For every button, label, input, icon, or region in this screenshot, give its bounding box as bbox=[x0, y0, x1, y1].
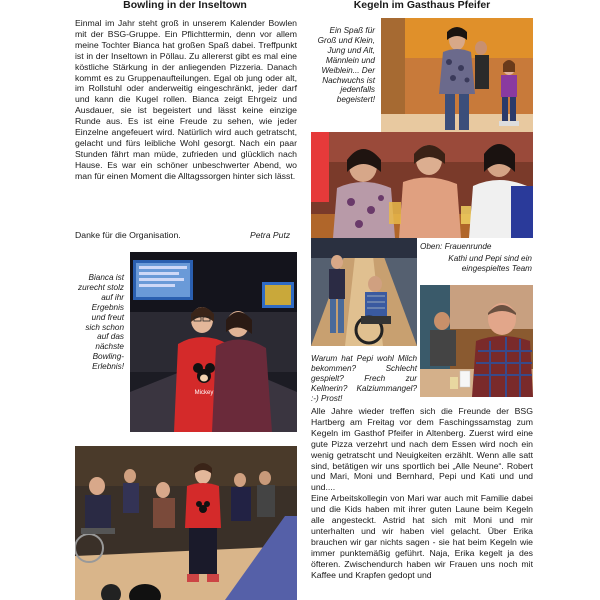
photo-bowling-group bbox=[75, 446, 297, 600]
left-article-body: Einmal im Jahr steht groß in unserem Kalender Bowlen mit der BSG-Gruppe. Ein Pflichttermin, denn vor allem meine Tochter Bianca hat großen Spaß dabei. Treffpunkt ist in der Inseltown in Pöllau. Zu allererst gibt es mal eine köstliche Stärkung in der anliegenden Pizzeria. Danach kommt es zu Gruppenaufteilungen. Egal ob jung oder alt, im Rollstuhl oder anderweitig eingeschränkt, jeder darf und kann die Kugel rollen. Bianca zeigt Ehrgeiz und Ausdauer, sie ist begeistert und lässt keine einzige Runde aus. Es ist eine Freude zu sehen, wie jeder Einzelne angefeuert wird. Natürlich wird auch getratscht, gelacht und fürs leibliche Wohl gesorgt. Nach ein paar Stunden fährt man müde, zufrieden und glücklich nach Hause. Es war ein schöner unbeschwerter Abend, wo man für einen Moment die Alltagssorgen hinter sich lässt. bbox=[75, 18, 297, 181]
caption-pepi-milch: Warum hat Pepi wohl Milch bekommen? Schlecht gespielt? Frech zur Kellnerin? Kalziummangel? :-) Prost! bbox=[311, 354, 417, 403]
caption-family: Ein Spaß für Groß und Klein, Jung und Alt, Männlein und Weiblein... Der Nachwuchs ist jedenfalls begeistert! bbox=[317, 26, 375, 105]
caption-kathi-pepi: Kathi und Pepi sind ein eingespieltes Team bbox=[448, 254, 532, 273]
svg-text:Mickey: Mickey bbox=[194, 390, 214, 396]
left-article-title: Bowling in der Inseltown bbox=[123, 0, 247, 11]
right-article-title: Kegeln im Gasthaus Pfeifer bbox=[353, 0, 491, 11]
photo-family-kegeln bbox=[381, 18, 533, 134]
left-article-author: Petra Putz bbox=[250, 230, 291, 240]
photo-bianca-bowling bbox=[130, 252, 297, 432]
caption-frauenrunde-label: Oben: Frauenrunde bbox=[420, 242, 492, 251]
right-article-body: Alle Jahre wieder treffen sich die Freunde der BSG Hartberg am Freitag vor dem Faschingssamstag zum Kegeln im Gasthof Pfeifer in Altenberg. Zuerst wird eine gute Pizza verzehrt und nach dem Essen wird noch ein wenig getratscht und Neuigkeiten erzählt. Wenn alle satt sind, betätigen wir uns sportlich bei „Alle Neune“. Robert und Mari, Moni und Bernhard, Pepi und Kati und und und.... Eine Arbeitskollegin von Mari war auch mit Familie dabei und die Kids haben mit ihrer guten Laune beim Kegeln alle angesteckt. Astrid hat sich mit Moni und mir unterhalten und wir haben viel gelacht. Über Erika brauchen wir gar nichts sagen - sie hat beim Kegeln wie immer punktemäßig geführt. Naja, Erika kegelt ja des öfteren. Zwischendurch haben wir Frauen uns noch mit Kaffee und Krapfen gedopt und bbox=[311, 406, 533, 580]
photo-pepi-milch bbox=[420, 285, 533, 397]
bianca-caption: Bianca ist zurecht stolz auf ihr Ergebnis und freut sich schon auf das nächste Bowling-Erlebnis! bbox=[78, 273, 124, 372]
photo-frauenrunde bbox=[311, 132, 533, 238]
left-article-closing: Danke für die Organisation. bbox=[75, 230, 181, 240]
photo-kathi-pepi bbox=[311, 238, 417, 346]
